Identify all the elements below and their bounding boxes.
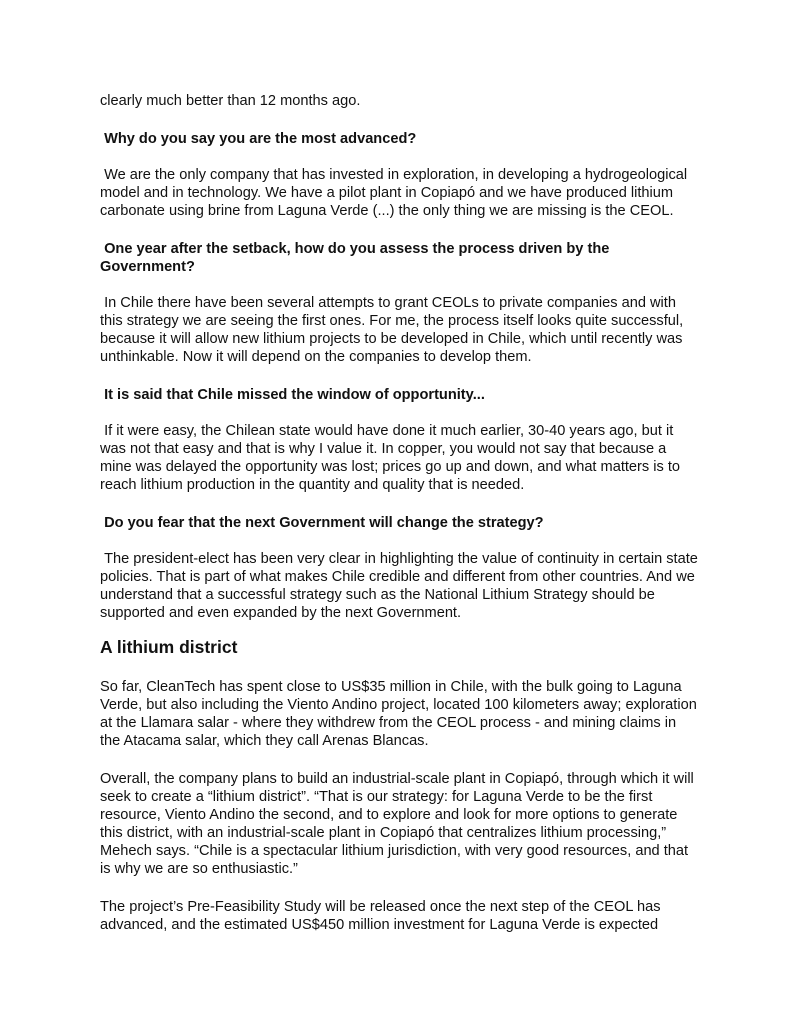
- body-paragraph: Overall, the company plans to build an industrial-scale plant in Copiapó, through which it will seek to create a “lithium district”. “That is our strategy: for Laguna Verde to be the first resource, Viento Andino the second, and to explore and look for more options to generate this district, with an industrial-scale plant in Copiapó that centralizes lithium processing,” Mehech says. “Chile is a spectacular lithium jurisdiction, with very good resources, and that is why we are so enthusiastic.”: [100, 771, 698, 877]
- interview-answer: We are the only company that has invested in exploration, in developing a hydrogeological model and in technology. We have a pilot plant in Copiapó and we have produced lithium carbonate using brine from Laguna Verde (...) the only thing we are missing is the CEOL.: [100, 167, 692, 219]
- article-body: [100, 92, 700, 934]
- body-paragraph: So far, CleanTech has spent close to US$35 million in Chile, with the bulk going to Laguna Verde, but also including the Viento Andino project, located 100 kilometers away; exploration at the Llamara salar - where they withdrew from the CEOL process - and mining claims in the Atacama salar, which they call Arenas Blancas.: [100, 679, 701, 749]
- lead-fragment: clearly much better than 12 months ago.: [100, 93, 361, 109]
- interview-question: One year after the setback, how do you assess the process driven by the Government?: [100, 241, 614, 275]
- interview-answer: The president-elect has been very clear in highlighting the value of continuity in certain state policies. That is part of what makes Chile credible and different from other countries. And we understand that a successful strategy such as the National Lithium Strategy should be supported and even expanded by the next Government.: [100, 551, 702, 621]
- body-paragraph: The project’s Pre-Feasibility Study will be released once the next step of the CEOL has advanced, and the estimated US$450 million investment for Laguna Verde is expected: [100, 899, 665, 933]
- section-heading: A lithium district: [100, 637, 238, 657]
- interview-question: It is said that Chile missed the window of opportunity...: [100, 387, 485, 403]
- interview-question: Why do you say you are the most advanced?: [100, 131, 417, 147]
- interview-answer: If it were easy, the Chilean state would have done it much earlier, 30-40 years ago, but it was not that easy and that is why I value it. In copper, you would not say that because a mine was delayed the opportunity was lost; prices go up and down, and what matters is to reach lithium production in the quantity and quality that is needed.: [100, 423, 685, 493]
- interview-question: Do you fear that the next Government will change the strategy?: [100, 515, 544, 531]
- interview-answer: In Chile there have been several attempts to grant CEOLs to private companies and with this strategy we are seeing the first ones. For me, the process itself looks quite successful, because it will allow new lithium projects to be developed in Chile, which until recently was unthinkable. Now it will depend on the companies to develop them.: [100, 295, 688, 365]
